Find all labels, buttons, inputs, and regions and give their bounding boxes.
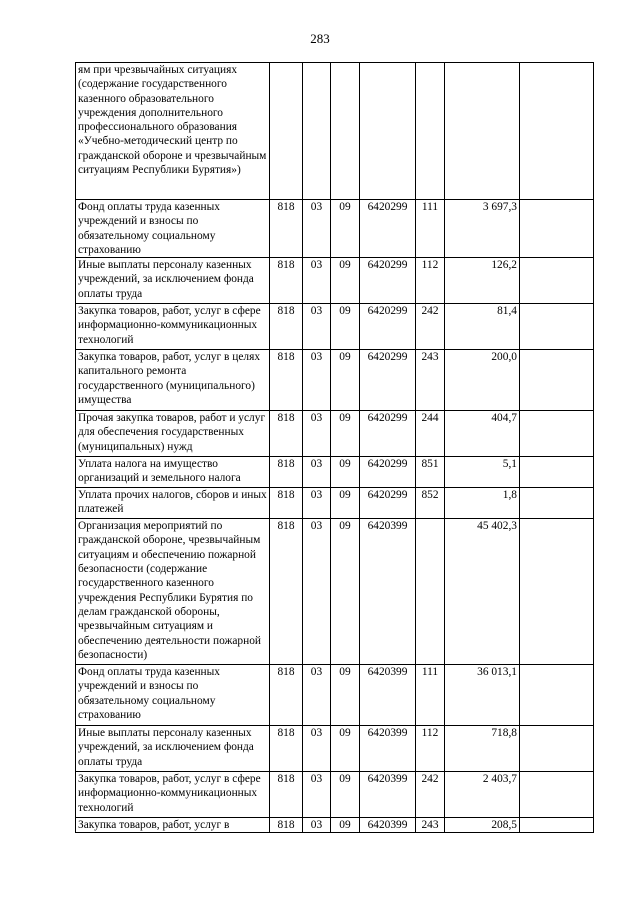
table-row: [76, 411, 594, 457]
cell-amount: 3 697,3: [445, 200, 520, 258]
cell-target: 6420299: [360, 457, 416, 488]
cell-target: 6420399: [360, 772, 416, 818]
cell-extra: [520, 63, 594, 200]
cell-name: Закупка товаров, работ, услуг в сфере информационно-коммуникационных технологий: [76, 304, 270, 350]
cell-amount: 5,1: [445, 457, 520, 488]
cell-ministry: 818: [270, 772, 303, 818]
cell-target: 6420299: [360, 488, 416, 519]
cell-section: 03: [303, 818, 331, 833]
cell-amount: 2 403,7: [445, 772, 520, 818]
cell-section: 03: [303, 200, 331, 258]
cell-expense-type: 112: [416, 258, 445, 304]
cell-extra: [520, 519, 594, 665]
cell-target: [360, 63, 416, 200]
cell-subsection: 09: [331, 818, 360, 833]
cell-name: Иные выплаты персоналу казенных учреждений, за исключением фонда оплаты труда: [76, 726, 270, 772]
cell-ministry: 818: [270, 350, 303, 411]
cell-subsection: 09: [331, 772, 360, 818]
table-row: [76, 665, 594, 726]
cell-name: Организация мероприятий по гражданской обороне, чрезвычайным ситуациям и обеспечению пожарной безопасности (содержание государственного казенного учреждения Республики Бурятия по делам гражданской обороны, чрезвычайным ситуациям и обеспечению деятельности пожарной безопасности): [76, 519, 270, 665]
cell-amount: 45 402,3: [445, 519, 520, 665]
cell-target: 6420299: [360, 304, 416, 350]
table-row: [76, 304, 594, 350]
cell-extra: [520, 304, 594, 350]
cell-amount: 200,0: [445, 350, 520, 411]
cell-expense-type: 242: [416, 304, 445, 350]
cell-amount: 126,2: [445, 258, 520, 304]
cell-ministry: 818: [270, 488, 303, 519]
cell-ministry: [270, 63, 303, 200]
cell-extra: [520, 457, 594, 488]
cell-extra: [520, 818, 594, 833]
cell-amount: 404,7: [445, 411, 520, 457]
cell-name: Фонд оплаты труда казенных учреждений и взносы по обязательному социальному страхованию: [76, 665, 270, 726]
cell-amount: 718,8: [445, 726, 520, 772]
table-row: [76, 772, 594, 818]
cell-section: 03: [303, 258, 331, 304]
cell-extra: [520, 488, 594, 519]
cell-expense-type: 243: [416, 350, 445, 411]
cell-target: 6420399: [360, 818, 416, 833]
cell-name: Закупка товаров, работ, услуг в сфере информационно-коммуникационных технологий: [76, 772, 270, 818]
cell-expense-type: 852: [416, 488, 445, 519]
table-row: [76, 818, 594, 833]
page-number: 283: [310, 31, 330, 46]
cell-section: 03: [303, 519, 331, 665]
cell-ministry: 818: [270, 200, 303, 258]
cell-target: 6420399: [360, 726, 416, 772]
cell-extra: [520, 200, 594, 258]
cell-name: Уплата прочих налогов, сборов и иных платежей: [76, 488, 270, 519]
cell-target: 6420399: [360, 519, 416, 665]
cell-subsection: 09: [331, 200, 360, 258]
table-row: [76, 488, 594, 519]
cell-amount: 81,4: [445, 304, 520, 350]
cell-ministry: 818: [270, 304, 303, 350]
cell-section: 03: [303, 488, 331, 519]
cell-subsection: 09: [331, 411, 360, 457]
cell-expense-type: 244: [416, 411, 445, 457]
cell-amount: 36 013,1: [445, 665, 520, 726]
cell-name: Закупка товаров, работ, услуг в целях капитального ремонта государственного (муниципального) имущества: [76, 350, 270, 411]
cell-subsection: 09: [331, 304, 360, 350]
cell-subsection: 09: [331, 726, 360, 772]
cell-name: ям при чрезвычайных ситуациях (содержание государственного казенного образовательного учреждения дополнительного профессионального образования «Учебно-методический центр по гражданской обороне и чрезвычайным ситуациям Республики Бурятия»): [76, 63, 270, 200]
table-body: [76, 63, 594, 833]
cell-amount: 208,5: [445, 818, 520, 833]
cell-target: 6420299: [360, 350, 416, 411]
cell-name: Фонд оплаты труда казенных учреждений и взносы по обязательному социальному страхованию: [76, 200, 270, 258]
cell-section: 03: [303, 304, 331, 350]
cell-section: 03: [303, 665, 331, 726]
cell-name: Иные выплаты персоналу казенных учреждений, за исключением фонда оплаты труда: [76, 258, 270, 304]
cell-target: 6420299: [360, 258, 416, 304]
cell-ministry: 818: [270, 519, 303, 665]
cell-subsection: 09: [331, 258, 360, 304]
cell-ministry: 818: [270, 665, 303, 726]
cell-amount: 1,8: [445, 488, 520, 519]
table-row: [76, 350, 594, 411]
cell-name: Уплата налога на имущество организаций и земельного налога: [76, 457, 270, 488]
cell-ministry: 818: [270, 258, 303, 304]
cell-ministry: 818: [270, 411, 303, 457]
cell-extra: [520, 258, 594, 304]
cell-section: 03: [303, 772, 331, 818]
cell-section: 03: [303, 457, 331, 488]
cell-section: 03: [303, 726, 331, 772]
cell-target: 6420299: [360, 200, 416, 258]
cell-name: Прочая закупка товаров, работ и услуг для обеспечения государственных (муниципальных) нужд: [76, 411, 270, 457]
cell-amount: [445, 63, 520, 200]
table-row: [76, 726, 594, 772]
cell-expense-type: 242: [416, 772, 445, 818]
cell-ministry: 818: [270, 457, 303, 488]
cell-ministry: 818: [270, 818, 303, 833]
cell-subsection: 09: [331, 457, 360, 488]
cell-expense-type: [416, 519, 445, 665]
budget-table: [75, 62, 594, 833]
table-row: [76, 258, 594, 304]
table-row: [76, 519, 594, 665]
cell-extra: [520, 411, 594, 457]
cell-expense-type: 112: [416, 726, 445, 772]
cell-expense-type: 111: [416, 665, 445, 726]
cell-section: 03: [303, 411, 331, 457]
cell-target: 6420399: [360, 665, 416, 726]
table-row: [76, 200, 594, 258]
cell-expense-type: [416, 63, 445, 200]
cell-expense-type: 851: [416, 457, 445, 488]
cell-subsection: 09: [331, 350, 360, 411]
cell-expense-type: 243: [416, 818, 445, 833]
cell-extra: [520, 772, 594, 818]
cell-name: Закупка товаров, работ, услуг в: [76, 818, 270, 833]
cell-subsection: [331, 63, 360, 200]
cell-extra: [520, 726, 594, 772]
cell-ministry: 818: [270, 726, 303, 772]
cell-extra: [520, 350, 594, 411]
cell-subsection: 09: [331, 665, 360, 726]
cell-section: 03: [303, 350, 331, 411]
cell-section: [303, 63, 331, 200]
cell-subsection: 09: [331, 488, 360, 519]
cell-expense-type: 111: [416, 200, 445, 258]
cell-extra: [520, 665, 594, 726]
table-row: [76, 63, 594, 200]
cell-target: 6420299: [360, 411, 416, 457]
table-row: [76, 457, 594, 488]
cell-subsection: 09: [331, 519, 360, 665]
